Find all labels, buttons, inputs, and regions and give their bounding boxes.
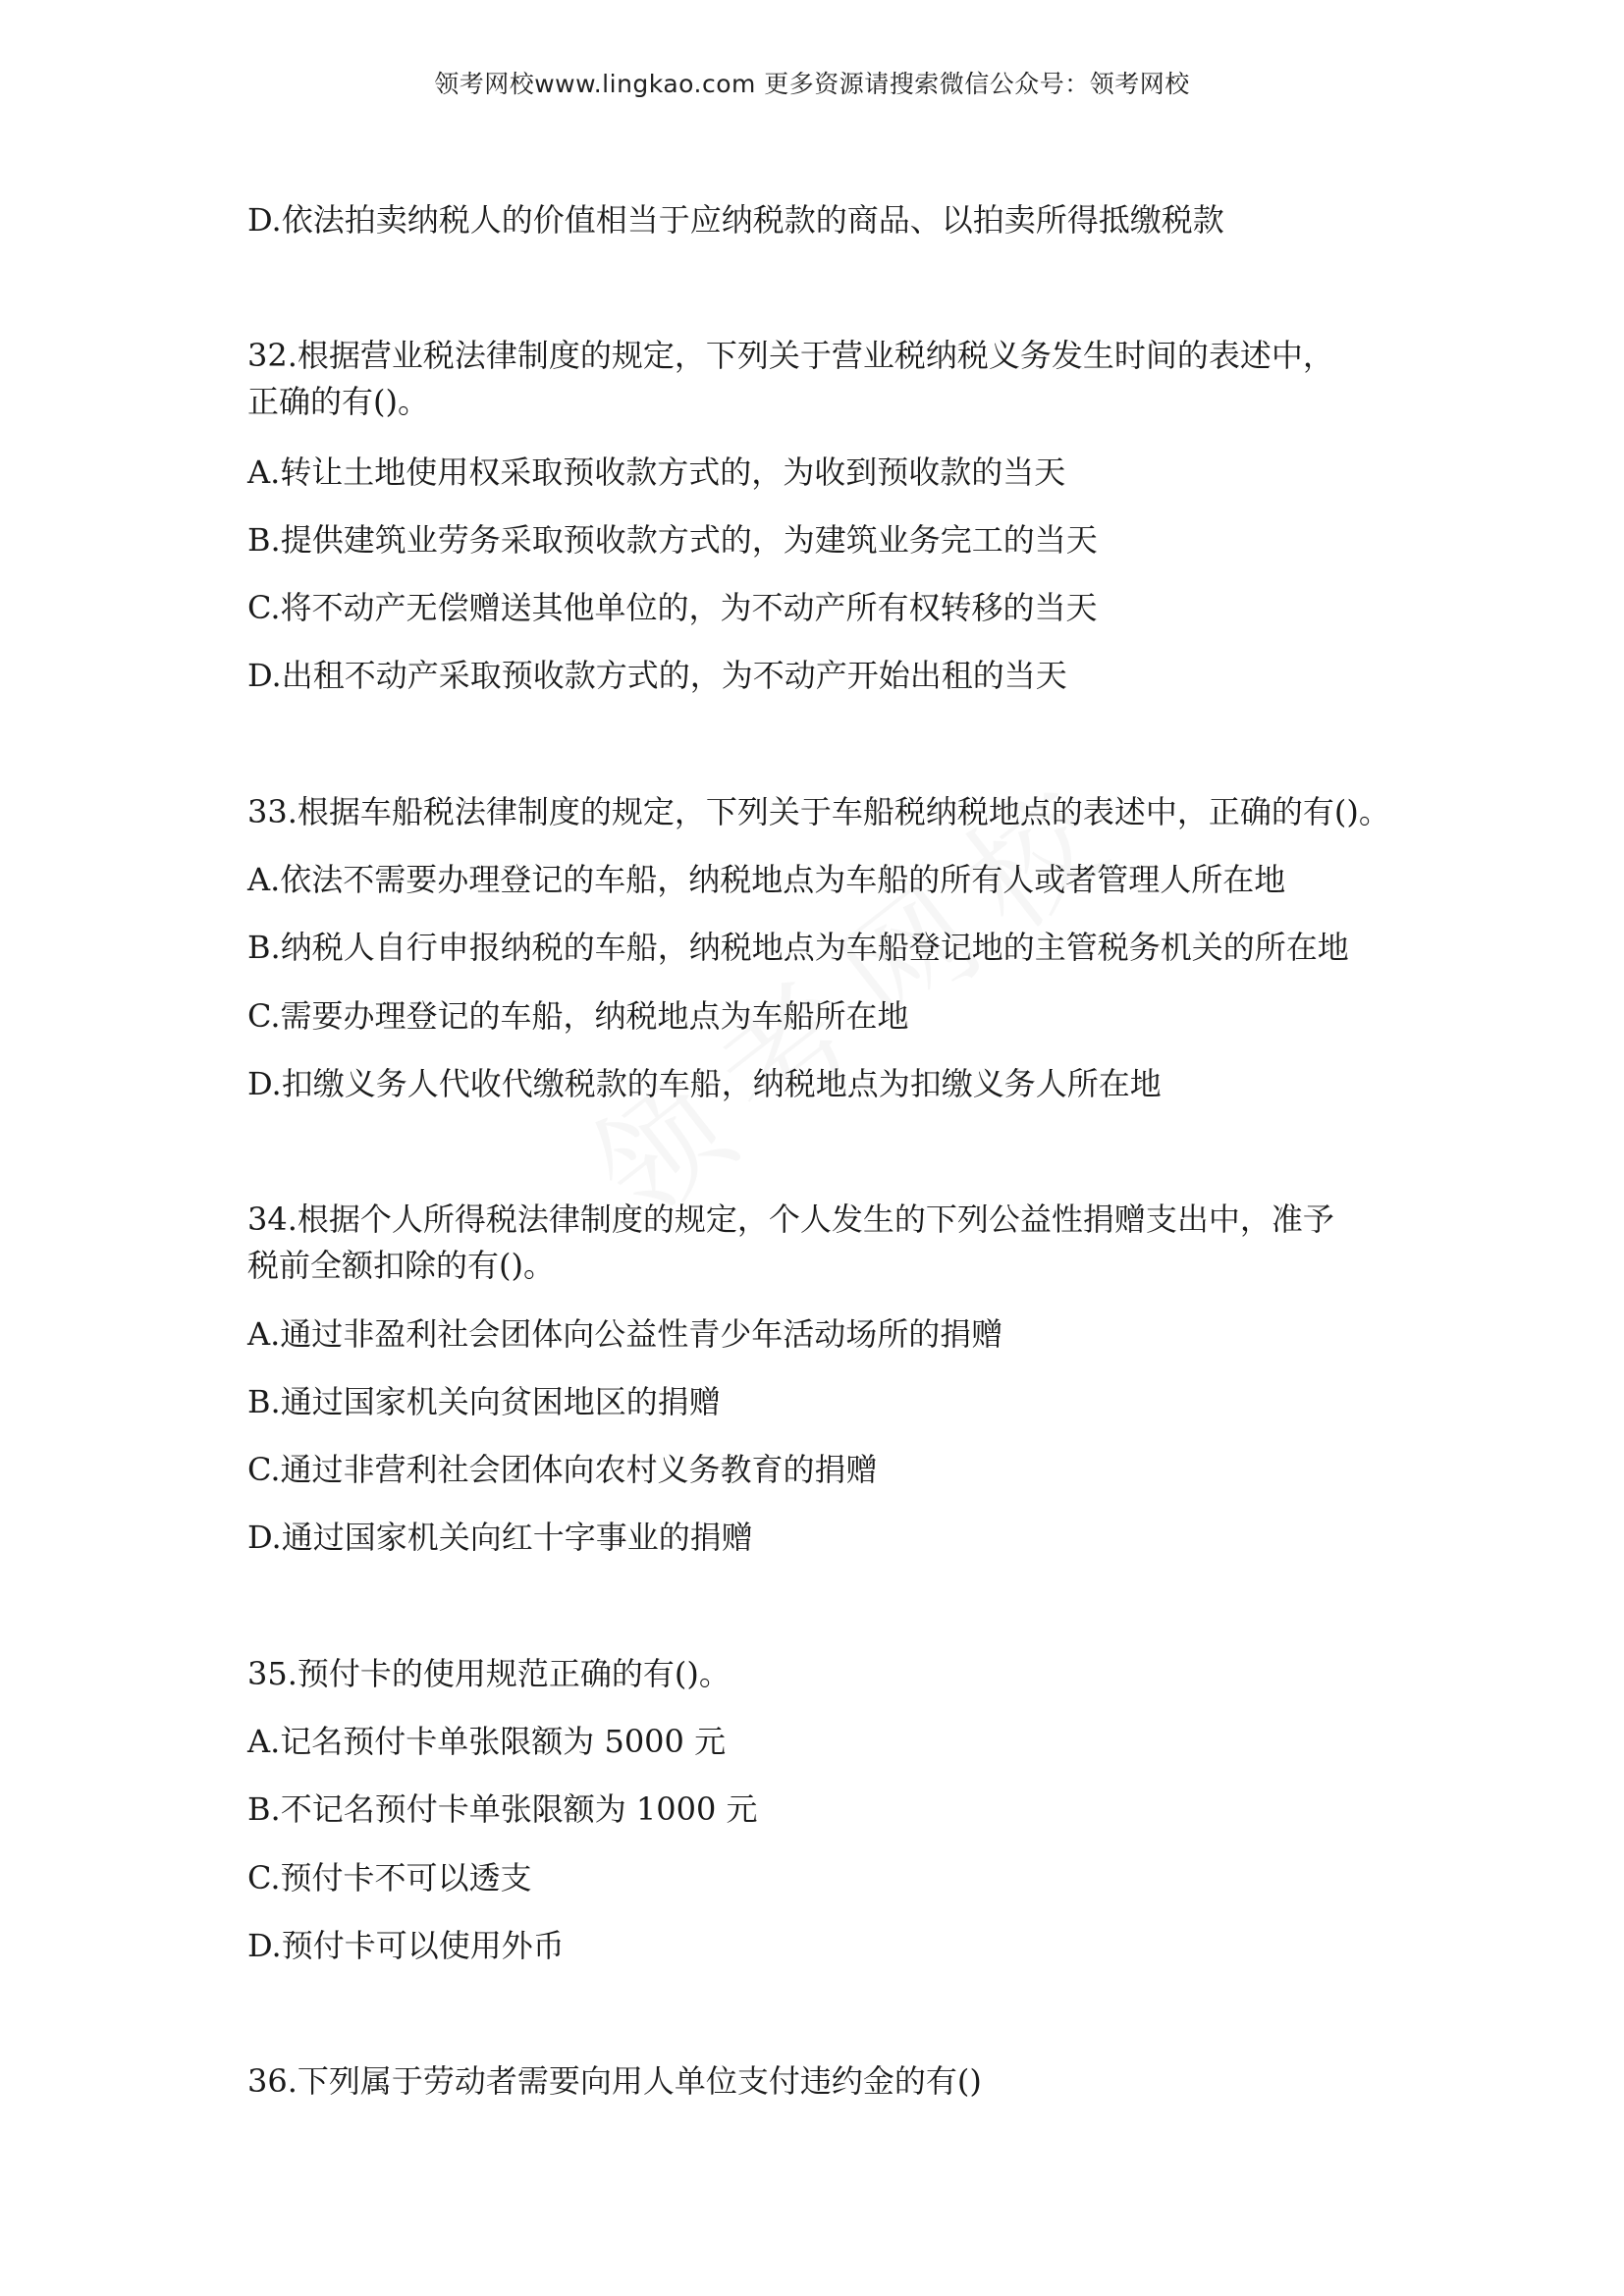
question-33-stem-line1: 33.根据车船税法律制度的规定，下列关于车船税纳税地点的表述中，正确的有()。 — [247, 793, 1390, 830]
question-32-stem-line1: 32.根据营业税法律制度的规定，下列关于营业税纳税义务发生时间的表述中， — [247, 337, 1334, 374]
page-header: 领考网校www.lingkao.com 更多资源请搜索微信公众号：领考网校 — [434, 70, 1190, 98]
question-33-option-a: A.依法不需要办理登记的车船，纳税地点为车船的所有人或者管理人所在地 — [247, 861, 1286, 898]
question-35-stem-line1: 35.预付卡的使用规范正确的有()。 — [247, 1655, 731, 1692]
question-33-option-c: C.需要办理登记的车船，纳税地点为车船所在地 — [247, 997, 909, 1035]
question-33-option-d: D.扣缴义务人代收代缴税款的车船，纳税地点为扣缴义务人所在地 — [247, 1065, 1162, 1102]
question-34-stem-line1: 34.根据个人所得税法律制度的规定，个人发生的下列公益性捐赠支出中，准予 — [247, 1201, 1334, 1238]
question-32-stem-line2: 正确的有()。 — [247, 383, 429, 420]
question-32-option-b: B.提供建筑业劳务采取预收款方式的，为建筑业务完工的当天 — [247, 521, 1098, 559]
question-35-option-d: D.预付卡可以使用外币 — [247, 1927, 565, 1964]
question-32-option-a: A.转让土地使用权采取预收款方式的，为收到预收款的当天 — [247, 454, 1066, 491]
question-35-option-c: C.预付卡不可以透支 — [247, 1859, 532, 1896]
question-32-option-d: D.出租不动产采取预收款方式的，为不动产开始出租的当天 — [247, 657, 1067, 694]
question-34-option-b: B.通过国家机关向贫困地区的捐赠 — [247, 1383, 721, 1420]
question-34-option-d: D.通过国家机关向红十字事业的捐赠 — [247, 1519, 753, 1556]
prev-question-option-d: D.依法拍卖纳税人的价值相当于应纳税款的商品、以拍卖所得抵缴税款 — [247, 201, 1224, 239]
question-35-option-b: B.不记名预付卡单张限额为 1000 元 — [247, 1790, 758, 1828]
question-34-option-a: A.通过非盈利社会团体向公益性青少年活动场所的捐赠 — [247, 1315, 1003, 1353]
question-33-option-b: B.纳税人自行申报纳税的车船，纳税地点为车船登记地的主管税务机关的所在地 — [247, 929, 1349, 966]
question-34-stem-line2: 税前全额扣除的有()。 — [247, 1247, 555, 1284]
question-36-stem-line1: 36.下列属于劳动者需要向用人单位支付违约金的有() — [247, 2062, 982, 2100]
question-32-option-c: C.将不动产无偿赠送其他单位的，为不动产所有权转移的当天 — [247, 589, 1098, 626]
question-35-option-a: A.记名预付卡单张限额为 5000 元 — [247, 1723, 727, 1760]
question-34-option-c: C.通过非营利社会团体向农村义务教育的捐赠 — [247, 1451, 878, 1488]
